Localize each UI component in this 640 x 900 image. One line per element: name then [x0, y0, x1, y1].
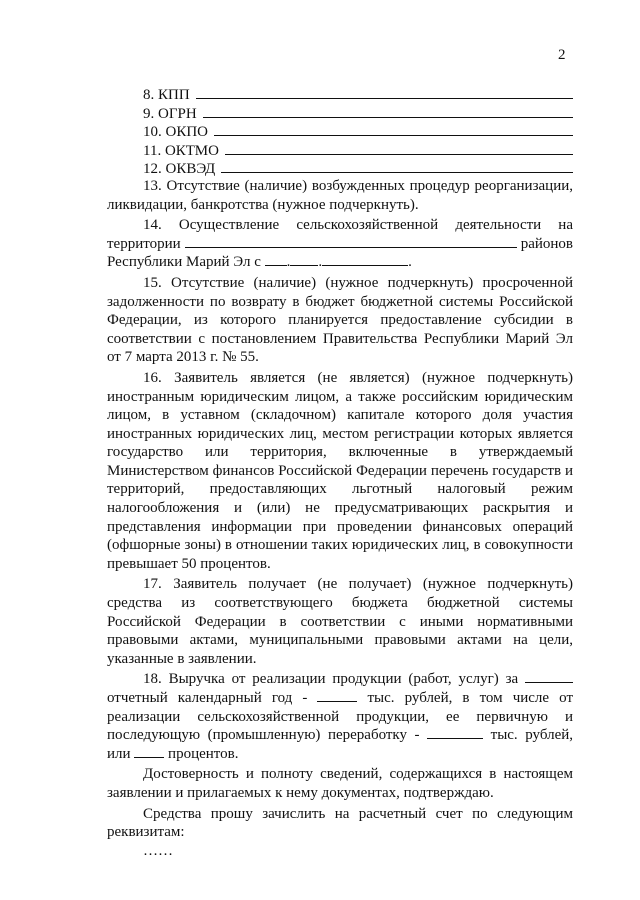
item-18-text-5: процентов.	[168, 745, 239, 762]
item-18-text-2: отчетный календарный год -	[107, 690, 308, 706]
item-17-paragraph: 17. Заявитель получает (не получает) (нужное подчеркнуть) средства из соответствующего бюджета бюджетной системы Российской Федерации в соответствии с иными нормативными правовыми актами, муниципальными правовыми актами на цели, указанные в заявлении.	[107, 576, 573, 667]
date-month-blank	[290, 253, 318, 266]
requisite-fill-line	[203, 103, 573, 118]
territory-blank	[185, 235, 517, 248]
date-separator: .	[286, 254, 291, 271]
item-13-paragraph: 13. Отсутствие (наличие) возбужденных процедур реорганизации, ликвидации, банкротства (нужное подчеркнуть).	[107, 177, 573, 213]
requisite-ogrn	[107, 103, 573, 122]
bank-transfer-paragraph: Средства прошу зачислить на расчетный счет по следующим реквизитам:	[107, 805, 573, 841]
requisite-label: 9. ОГРН	[143, 105, 197, 122]
page-number: 2	[558, 47, 566, 63]
requisite-label: 11. ОКТМО	[143, 142, 219, 159]
item-18-paragraph	[107, 670, 573, 763]
item-14-text: 14. Осуществление сельскохозяйственной деятельности на территории	[107, 217, 573, 252]
item-15-paragraph: 15. Отсутствие (наличие) (нужное подчеркнуть) просроченной задолженности по возврату в бюджет бюджетной системы Российской Федерации, из которого планируется предоставление субсидии в соответствии с постановлением Правительства Республики Марий Эл от 7 марта 2013 г. № 55.	[107, 274, 573, 366]
processing-amount-blank	[427, 726, 483, 739]
revenue-period-blank	[525, 670, 573, 683]
item-14-paragraph	[107, 216, 573, 272]
requisite-fill-line	[225, 140, 573, 155]
requisite-label: 12. ОКВЭД	[143, 161, 216, 178]
revenue-amount-blank	[317, 689, 357, 702]
requisite-oktmo	[107, 140, 573, 159]
requisite-fill-line	[221, 158, 573, 173]
date-day-blank	[265, 253, 287, 266]
date-separator: .	[318, 254, 323, 271]
requisite-label: 8. КПП	[143, 87, 190, 103]
document-body	[107, 84, 573, 860]
item-18-text-4: тыс. рублей, или	[107, 727, 574, 762]
percent-blank	[134, 745, 164, 758]
item-14-end: .	[408, 254, 412, 271]
ellipsis: ……	[143, 842, 173, 859]
requisite-fill-line	[196, 84, 573, 99]
confirmation-paragraph: Достоверность и полноту сведений, содержащихся в настоящем заявлении и прилагаемых к нему документах, подтверждаю.	[107, 766, 573, 801]
requisite-fill-line	[214, 121, 573, 136]
requisite-okved	[107, 158, 573, 177]
item-18-text-3: тыс. рублей, в том числе от реализации сельскохозяйственной продукции, ее первичную и последующую (промышленную) переработку -	[107, 690, 573, 744]
item-16-paragraph: 16. Заявитель является (не является) (нужное подчеркнуть) иностранным юридическим лицом, а также российским юридическим лицом, в уставном (складочном) капитале которого доля участия иностранных юридических лиц, местом регистрации которых является государство или территория, включенные в утверждаемый Министерством финансов Российской Федерации перечень государств и территорий, предоставляющих льготный налоговый режим налогообложения и (или) не предусматривающих раскрытия и представления информации при проведении финансовых операций (офшорные зоны) в отношении таких юридических лиц, в совокупности превышает 50 процентов.	[107, 369, 573, 572]
item-18-text-1: 18. Выручка от реализации продукции (работ, услуг) за	[143, 671, 519, 688]
requisite-label: 10. ОКПО	[143, 124, 209, 141]
requisite-okpo	[107, 121, 573, 140]
requisite-kpp	[107, 84, 573, 103]
item-14-text-2: районов Республики Марий Эл с	[107, 235, 574, 271]
date-year-blank	[322, 253, 408, 266]
